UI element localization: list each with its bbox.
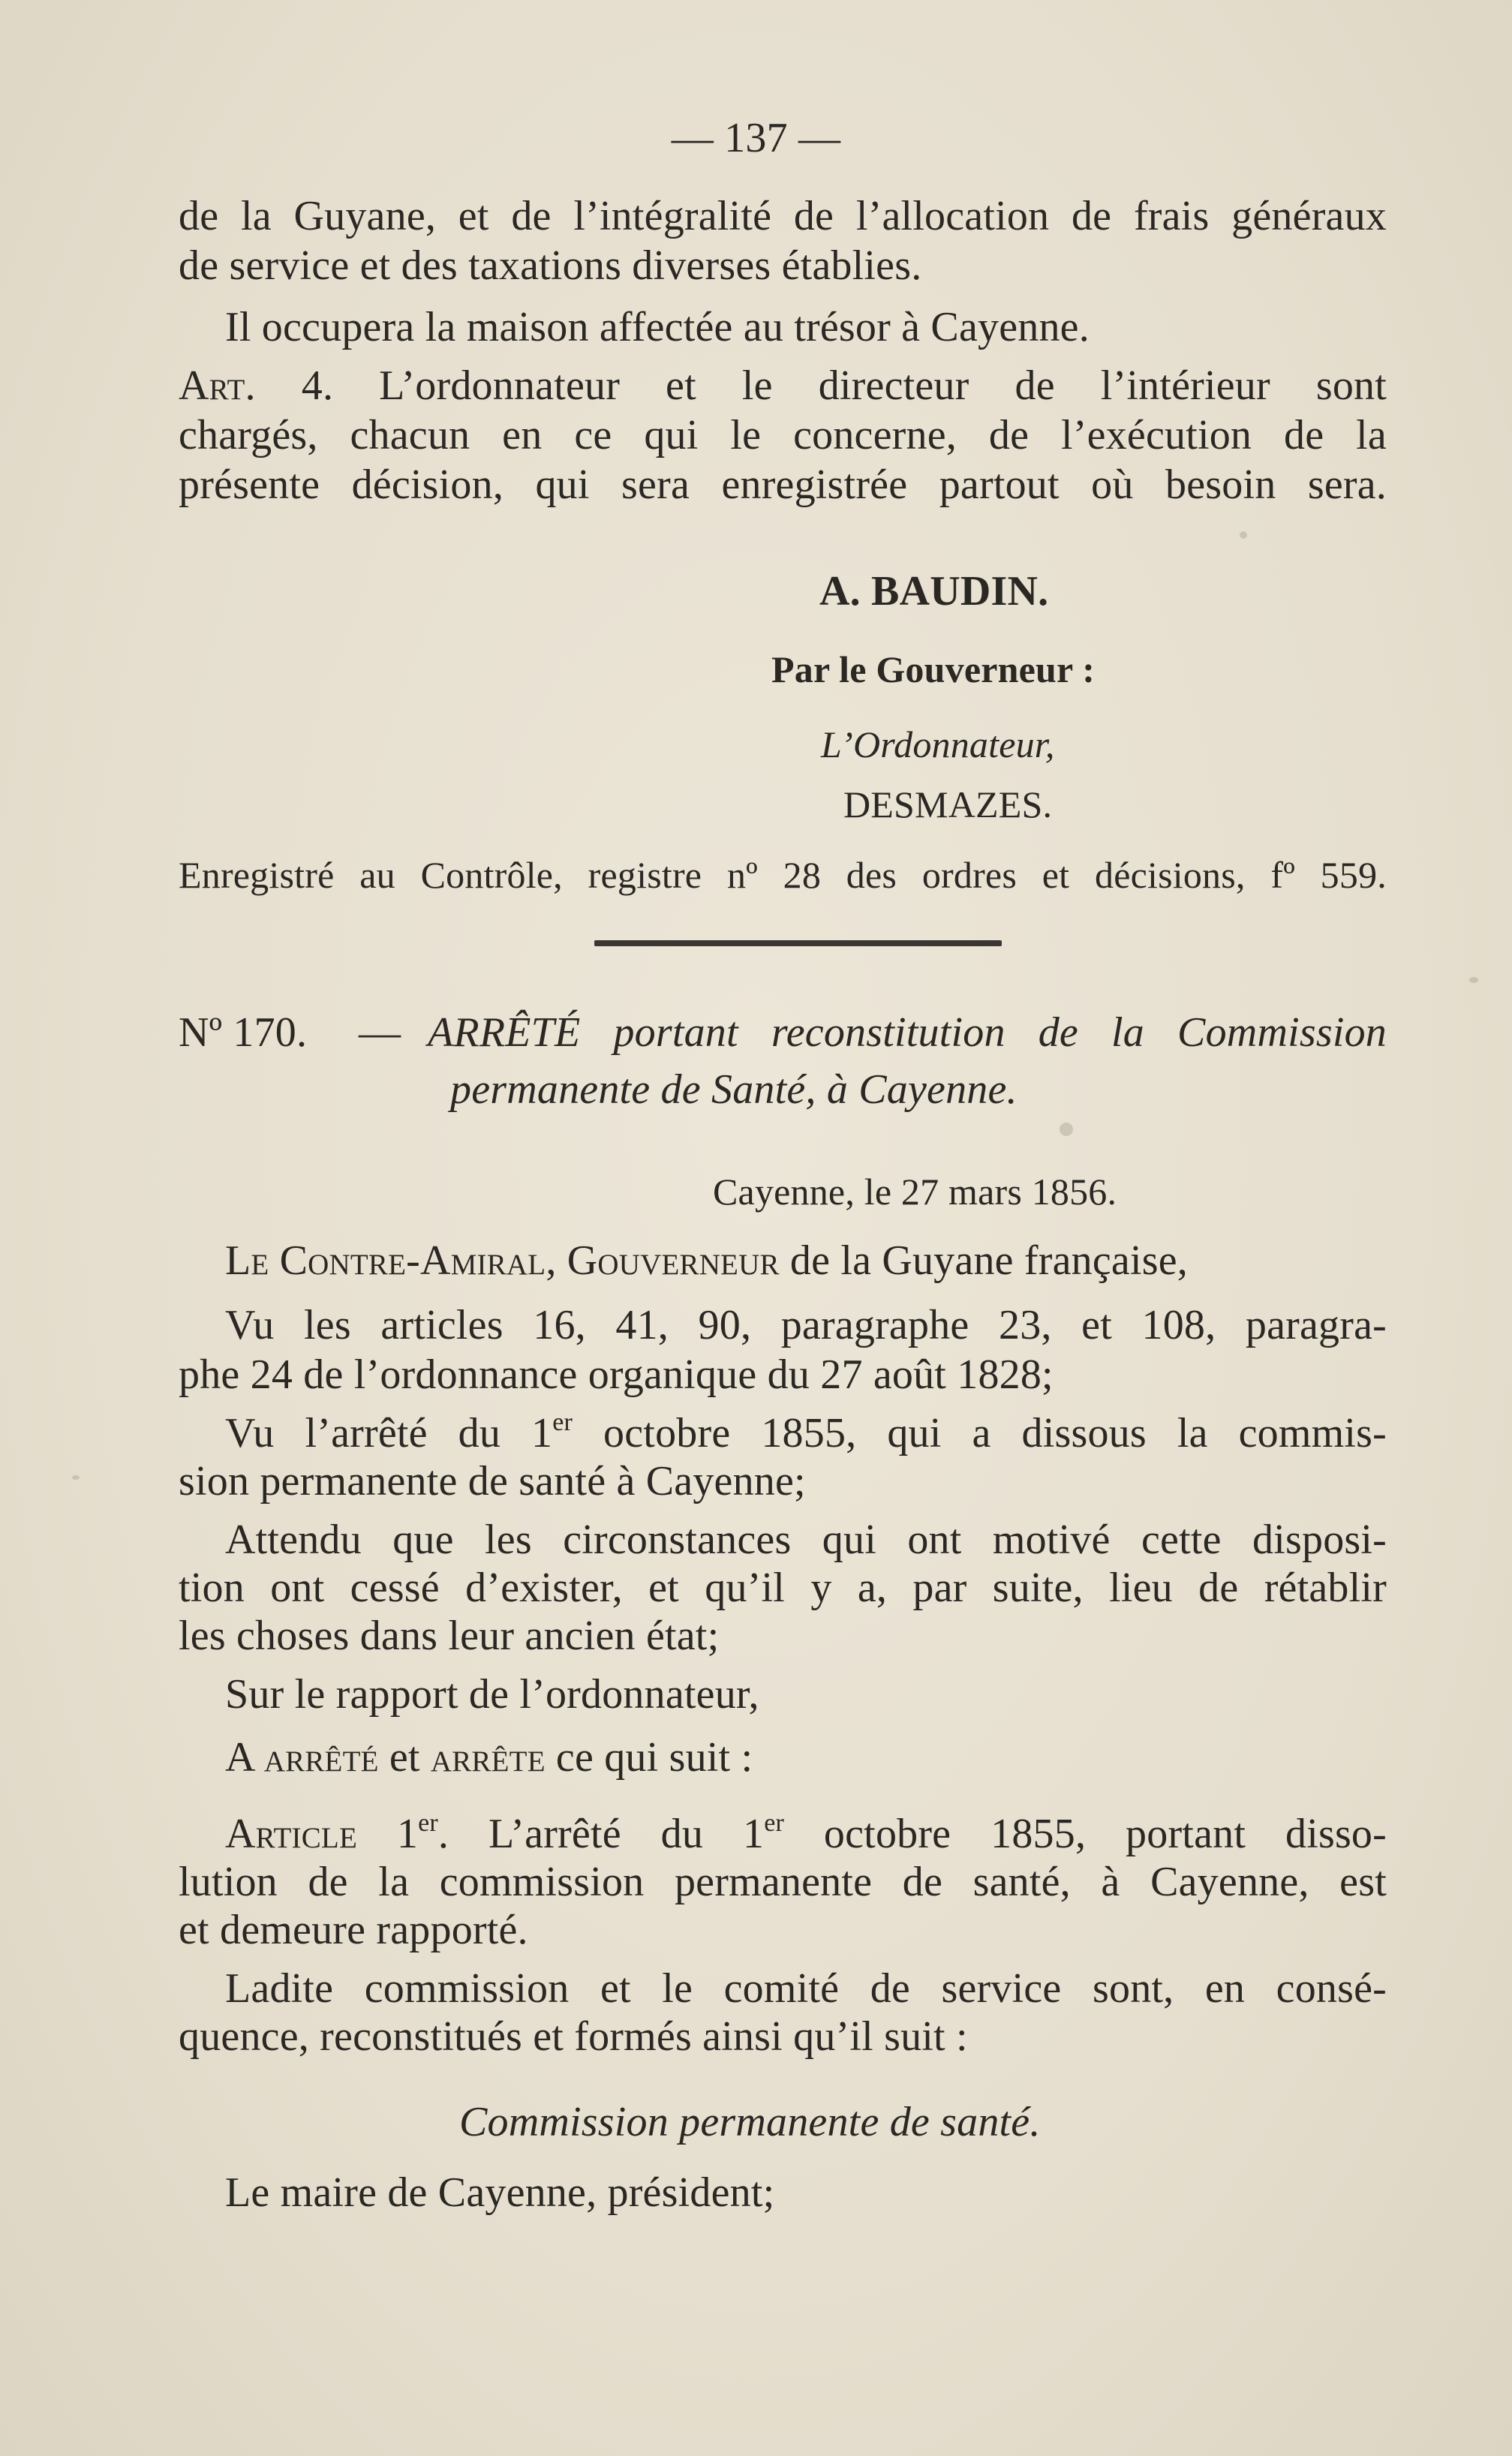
- text-fragment: octobre 1855, portant disso-: [784, 1811, 1387, 1857]
- text-line: tion ont cessé d’exister, et qu’il y a, par suite, lieu de rétablir: [179, 1565, 1387, 1611]
- preamble-line: [225, 1237, 1188, 1285]
- paper-blemish: [1469, 977, 1478, 983]
- text-fragment: . L’arrêté du 1: [437, 1811, 765, 1857]
- governor-title-rest: de la Guyane française,: [789, 1237, 1188, 1284]
- signature-role: L’Ordonnateur,: [821, 723, 1055, 765]
- signature-name: A. BAUDIN.: [819, 568, 1049, 615]
- text-fragment: A: [225, 1734, 254, 1781]
- text-fragment: arrête: [430, 1734, 546, 1781]
- dateline: Cayenne, le 27 mars 1856.: [713, 1171, 1117, 1213]
- article-label: Art. 4.: [179, 362, 334, 409]
- article-1-line: [225, 1810, 1387, 1858]
- text-line: sion permanente de santé à Cayenne;: [179, 1458, 806, 1505]
- enacting-clause: [225, 1733, 753, 1781]
- section-divider: [594, 940, 1002, 946]
- text-line: de service et des taxations diverses établies.: [179, 242, 922, 289]
- article-label: Article 1: [225, 1811, 419, 1857]
- text-line: phe 24 de l’ordonnance organique du 27 août 1828;: [179, 1351, 1054, 1398]
- text-line: chargés, chacun en ce qui le concerne, de l’exécution de la: [179, 412, 1387, 458]
- text-line: Il occupera la maison affectée au trésor à Cayenne.: [225, 304, 1090, 350]
- superscript: er: [418, 1809, 438, 1837]
- decree-dash: —: [359, 1009, 401, 1056]
- text-fragment: Vu l’arrêté du 1: [225, 1410, 553, 1456]
- superscript: er: [764, 1809, 785, 1837]
- article-4-line: [179, 362, 1387, 410]
- decree-title-line-1: ARRÊTÉ portant reconstitution de la Commission: [428, 1009, 1387, 1056]
- paper-blemish: [1060, 1123, 1073, 1136]
- signature-name-2: DESMAZES.: [843, 783, 1053, 825]
- text-line: [225, 1409, 1387, 1457]
- text-line: Vu les articles 16, 41, 90, paragraphe 23, et 108, paragra-: [225, 1302, 1387, 1348]
- paper-blemish: [1240, 531, 1247, 539]
- page-number: — 137 —: [671, 115, 841, 161]
- paper-blemish: [72, 1475, 80, 1480]
- decree-title-line-2: permanente de Santé, à Cayenne.: [450, 1066, 1018, 1113]
- governor-title: Le Contre-Amiral, Gouverneur: [225, 1237, 780, 1284]
- text-line: quence, reconstitués et formés ainsi qu’il suit :: [179, 2013, 968, 2060]
- text-fragment: et: [389, 1734, 420, 1781]
- decree-number: Nº 170.: [179, 1009, 308, 1056]
- signature-authority: Par le Gouverneur :: [771, 648, 1096, 690]
- text-line: lution de la commission permanente de santé, à Cayenne, est: [179, 1859, 1387, 1905]
- text-line: présente décision, qui sera enregistrée partout où besoin sera.: [179, 461, 1387, 508]
- text-line: les choses dans leur ancien état;: [179, 1613, 720, 1659]
- superscript: er: [552, 1408, 573, 1436]
- registration-note: Enregistré au Contrôle, registre nº 28 des ordres et décisions, fº 559.: [179, 854, 1387, 896]
- article-text: L’ordonnateur et le directeur de l’intérieur sont: [379, 362, 1387, 409]
- text-line: et demeure rapporté.: [179, 1907, 528, 1953]
- section-heading: Commission permanente de santé.: [459, 2099, 1041, 2145]
- text-line: Ladite commission et le comité de service sont, en consé-: [225, 1965, 1387, 2012]
- text-fragment: octobre 1855, qui a dissous la commis-: [573, 1410, 1387, 1456]
- text-fragment: ce qui suit :: [555, 1734, 753, 1781]
- text-line: Sur le rapport de l’ordonnateur,: [225, 1671, 759, 1718]
- text-line: Attendu que les circonstances qui ont motivé cette disposi-: [225, 1517, 1387, 1563]
- text-line: Le maire de Cayenne, président;: [225, 2169, 775, 2216]
- text-line: de la Guyane, et de l’intégralité de l’allocation de frais généraux: [179, 193, 1387, 239]
- text-fragment: arrêté: [263, 1734, 379, 1781]
